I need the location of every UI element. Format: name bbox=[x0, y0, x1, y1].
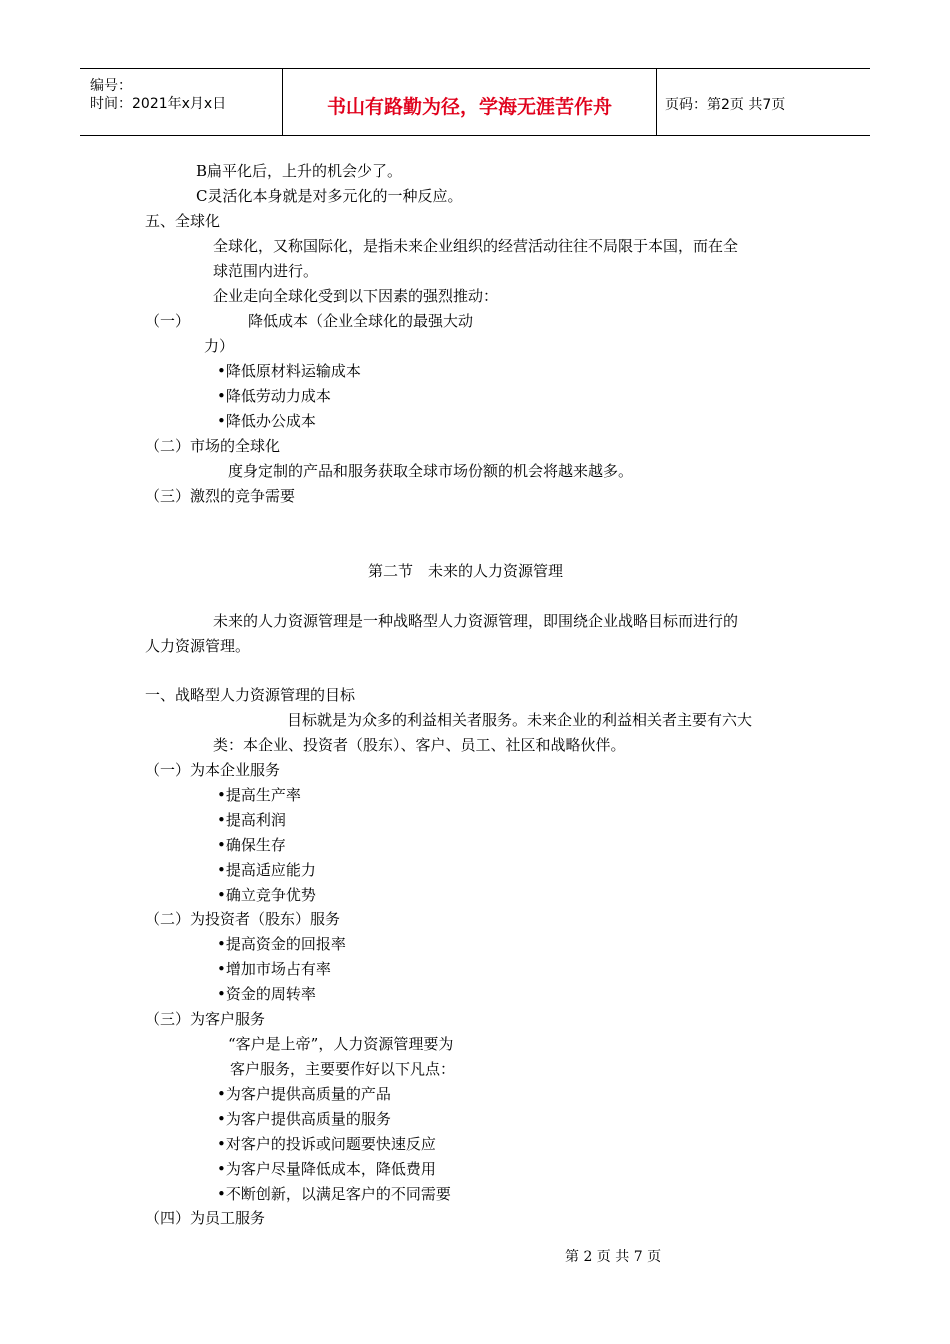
text-line: •确立竞争优势 bbox=[217, 886, 316, 904]
header-number-label: 编号： bbox=[90, 78, 132, 94]
header-motto: 书山有路勤为径，学海无涯苦作舟 bbox=[283, 69, 657, 135]
text-line: •降低办公成本 bbox=[217, 412, 316, 430]
text-line: 降低成本（企业全球化的最强大动 bbox=[248, 312, 474, 330]
text-line: 类：本企业、投资者（股东）、客户、员工、社区和战略伙伴。 bbox=[213, 736, 626, 754]
text-line: B扁平化后，上升的机会少了。 bbox=[196, 162, 403, 180]
header-table bbox=[80, 68, 870, 136]
text-line: •提高资金的回报率 bbox=[217, 935, 346, 953]
text-line: 目标就是为众多的利益相关者服务。未来企业的利益相关者主要有六大 bbox=[287, 711, 753, 729]
text-line: （一） bbox=[145, 312, 191, 330]
text-line: （二）为投资者（股东）服务 bbox=[145, 910, 341, 928]
text-line: “客户是上帝”，人力资源管理要为 bbox=[228, 1035, 454, 1053]
text-line: 度身定制的产品和服务获取全球市场份额的机会将越来越多。 bbox=[228, 462, 634, 480]
page-footer: 第 2 页 共 7 页 bbox=[565, 1249, 662, 1265]
text-line: （三）激烈的竞争需要 bbox=[145, 487, 296, 505]
text-line: •提高利润 bbox=[217, 811, 286, 829]
text-line: （四）为员工服务 bbox=[145, 1209, 266, 1227]
text-line: •增加市场占有率 bbox=[217, 960, 331, 978]
text-line: •资金的周转率 bbox=[217, 985, 316, 1003]
text-line: 五、全球化 bbox=[145, 212, 221, 230]
text-line: 球范围内进行。 bbox=[213, 262, 319, 280]
text-line: •对客户的投诉或问题要快速反应 bbox=[217, 1135, 436, 1153]
text-line: 人力资源管理。 bbox=[145, 637, 251, 655]
text-line: （一）为本企业服务 bbox=[145, 761, 281, 779]
text-line: 力） bbox=[204, 337, 235, 355]
text-line: •提高生产率 bbox=[217, 786, 301, 804]
text-line: 未来的人力资源管理是一种战略型人力资源管理，即围绕企业战略目标而进行的 bbox=[213, 612, 739, 630]
text-line: •确保生存 bbox=[217, 836, 286, 854]
text-line: •降低原材料运输成本 bbox=[217, 362, 361, 380]
text-line: （三）为客户服务 bbox=[145, 1010, 266, 1028]
text-line: （二）市场的全球化 bbox=[145, 437, 281, 455]
header-page-info: 页码：第2页 共7页 bbox=[665, 97, 786, 113]
header-time-label: 时间：2021年x月x日 bbox=[90, 96, 227, 112]
header-meta-cell bbox=[80, 69, 283, 135]
text-line: 企业走向全球化受到以下因素的强烈推动： bbox=[213, 287, 499, 305]
text-line: 客户服务，主要要作好以下凡点： bbox=[230, 1060, 456, 1078]
text-line: •为客户尽量降低成本，降低费用 bbox=[217, 1160, 436, 1178]
text-line: •提高适应能力 bbox=[217, 861, 316, 879]
text-line: 全球化，又称国际化，是指未来企业组织的经营活动往往不局限于本国，而在全 bbox=[213, 237, 739, 255]
text-line: •为客户提供高质量的服务 bbox=[217, 1110, 391, 1128]
text-line: •不断创新，以满足客户的不同需要 bbox=[217, 1185, 451, 1203]
text-line: •为客户提供高质量的产品 bbox=[217, 1085, 391, 1103]
text-line: C灵活化本身就是对多元化的一种反应。 bbox=[196, 187, 463, 205]
text-line: •降低劳动力成本 bbox=[217, 387, 331, 405]
text-line: 第二节 未来的人力资源管理 bbox=[368, 562, 564, 580]
text-line: 一、战略型人力资源管理的目标 bbox=[145, 686, 356, 704]
